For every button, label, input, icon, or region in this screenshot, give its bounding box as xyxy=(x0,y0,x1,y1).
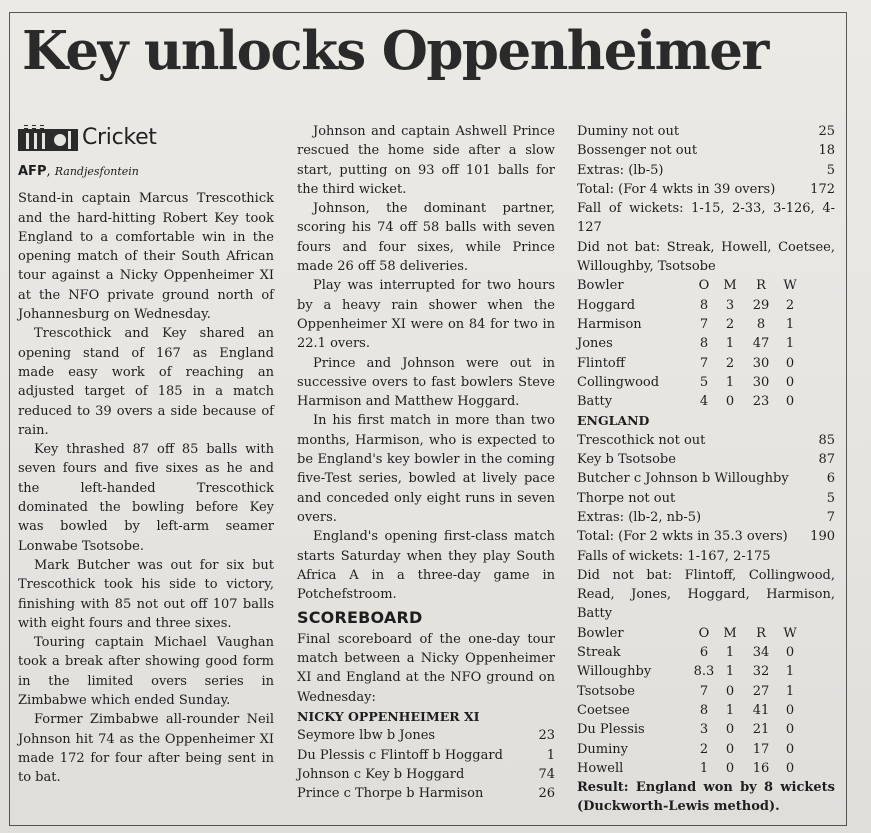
bowling-row: Howell 1 0 16 0 xyxy=(577,760,795,776)
batting-row: Thorpe not out 5 xyxy=(577,490,835,506)
paragraph: Johnson, the dominant partner, scoring his 74 off 58 balls with seven fours and four sixes, while Prince made 26 off 58 deliveries. xyxy=(297,201,555,275)
paragraph: Touring captain Michael Vaughan took a break after showing good form in the limited overs series in Zimbabwe which ended Sunday. xyxy=(18,635,274,709)
batting-row: Butcher c Johnson b Willoughby 6 xyxy=(577,471,835,487)
bowling-row: Willoughby 8.3 1 32 1 xyxy=(577,664,795,680)
batting-row: Du Plessis c Flintoff b Hoggard 1 xyxy=(297,747,555,763)
headline: Key unlocks Oppenheimer xyxy=(22,20,768,82)
column-2 xyxy=(297,122,555,803)
batting-row: Duminy not out 25 xyxy=(577,124,835,139)
bowling-row: Coetsee 8 1 41 0 xyxy=(577,702,795,718)
batting-row: Prince c Thorpe b Harmison 26 xyxy=(297,786,555,802)
batting-row: Extras: (lb-5) 5 xyxy=(577,162,835,178)
paragraph: Stand-in captain Marcus Trescothick and the hard-hitting Robert Key took England to a comfortable win in the opening match of their South African tour against a Nicky Oppenheimer XI at the NFO private ground north of Johannesburg on Wednesday. xyxy=(18,191,274,323)
fall-of-wickets: Falls of wickets: 1-167, 2-175 xyxy=(577,548,771,564)
bowling-row: Hoggard 8 3 29 2 xyxy=(577,297,795,313)
paragraph: Mark Butcher was out for six but Trescothick took his side to victory, finishing with 85 not out off 107 balls with eight fours and three sixes. xyxy=(18,557,274,631)
did-not-bat: Did not bat: Flintoff, Collingwood, Read, Jones, Hoggard, Harmison, Batty xyxy=(577,567,835,622)
bowling-row: Flintoff 7 2 30 0 xyxy=(577,355,795,371)
batting-total: Total: (For 2 wkts in 35.3 overs) 190 xyxy=(577,529,835,545)
scoreboard-heading: SCOREBOARD xyxy=(297,608,423,628)
paragraph: Johnson and captain Ashwell Prince rescued the home side after a slow start, putting on 93 off 101 balls for the third wicket. xyxy=(297,124,555,197)
paragraph: Former Zimbabwe all-rounder Neil Johnson hit 74 as the Oppenheimer XI made 172 for four after being sent in to bat. xyxy=(18,712,274,786)
bowling-row: Streak 6 1 34 0 xyxy=(577,645,795,661)
bowling-header: Bowler O M R W xyxy=(577,278,797,294)
fall-of-wickets: Fall of wickets: 1-15, 2-33, 3-126, 4-127 xyxy=(577,201,835,236)
batting-row: Key b Tsotsobe 87 xyxy=(577,452,835,468)
batting-row: Extras: (lb-2, nb-5) 7 xyxy=(577,509,835,525)
batting-total: Total: (For 4 wkts in 39 overs) 172 xyxy=(577,181,835,197)
bowling-row: Tsotsobe 7 0 27 1 xyxy=(577,683,795,699)
scoreboard-intro: Final scoreboard of the one-day tour match between a Nicky Oppenheimer XI and England at the NFO ground on Wednesday: xyxy=(297,631,555,705)
paragraph: England's opening first-class match starts Saturday when they play South Africa A in a three-day game in Potchefstroom. xyxy=(297,529,555,603)
section-label: Cricket xyxy=(82,125,157,151)
column-3 xyxy=(577,122,835,817)
bowling-row: Du Plessis 3 0 21 0 xyxy=(577,722,795,738)
team2-name: ENGLAND xyxy=(577,413,650,429)
bowling-row: Batty 4 0 23 0 xyxy=(577,394,795,410)
paragraph: Trescothick and Key shared an opening stand of 167 as England made easy work of reaching an adjusted target of 185 in a match reduced to 39 overs a side because of rain. xyxy=(18,326,274,438)
column-1 xyxy=(18,122,274,788)
bowling-row: Jones 8 1 47 1 xyxy=(577,336,795,352)
bowling-header: Bowler O M R W xyxy=(577,625,797,641)
paragraph: In his first match in more than two months, Harmison, who is expected to be England's key bowler in the coming five-Test series, bowled at lively pace and conceded only eight runs in seven overs. xyxy=(297,413,555,525)
paragraph: Key thrashed 87 off 85 balls with seven fours and five sixes as he and the left-handed Trescothick dominated the bowling before Key was bowled by left-arm seamer Lonwabe Tsotsobe. xyxy=(18,442,274,554)
paragraph: Prince and Johnson were out in successive overs to fast bowlers Steve Harmison and Matthew Hoggard. xyxy=(297,355,555,410)
batting-row: Bossenger not out 18 xyxy=(577,143,835,159)
team1-name: NICKY OPPENHEIMER XI xyxy=(297,708,480,724)
did-not-bat: Did not bat: Streak, Howell, Coetsee, Willoughby, Tsotsobe xyxy=(577,239,835,275)
bowling-row: Collingwood 5 1 30 0 xyxy=(577,374,795,390)
byline-dateline: Randjesfontein xyxy=(54,165,139,178)
byline: AFP, Randjesfontein xyxy=(18,164,139,179)
section-kicker xyxy=(18,122,274,154)
batting-row: Johnson c Key b Hoggard 74 xyxy=(297,766,555,782)
bowling-row: Harmison 7 2 8 1 xyxy=(577,316,795,332)
batting-row: Trescothick not out 85 xyxy=(577,432,835,448)
bowling-row: Duminy 2 0 17 0 xyxy=(577,741,795,757)
batting-row: Seymore lbw b Jones 23 xyxy=(297,728,555,744)
cricket-stumps-icon xyxy=(18,125,78,151)
byline-agency: AFP xyxy=(18,164,47,179)
match-result: Result: England won by 8 wickets (Duckworth-Lewis method). xyxy=(577,780,835,815)
paragraph: Play was interrupted for two hours by a heavy rain shower when the Oppenheimer XI were on 84 for two in 22.1 overs. xyxy=(297,278,555,352)
